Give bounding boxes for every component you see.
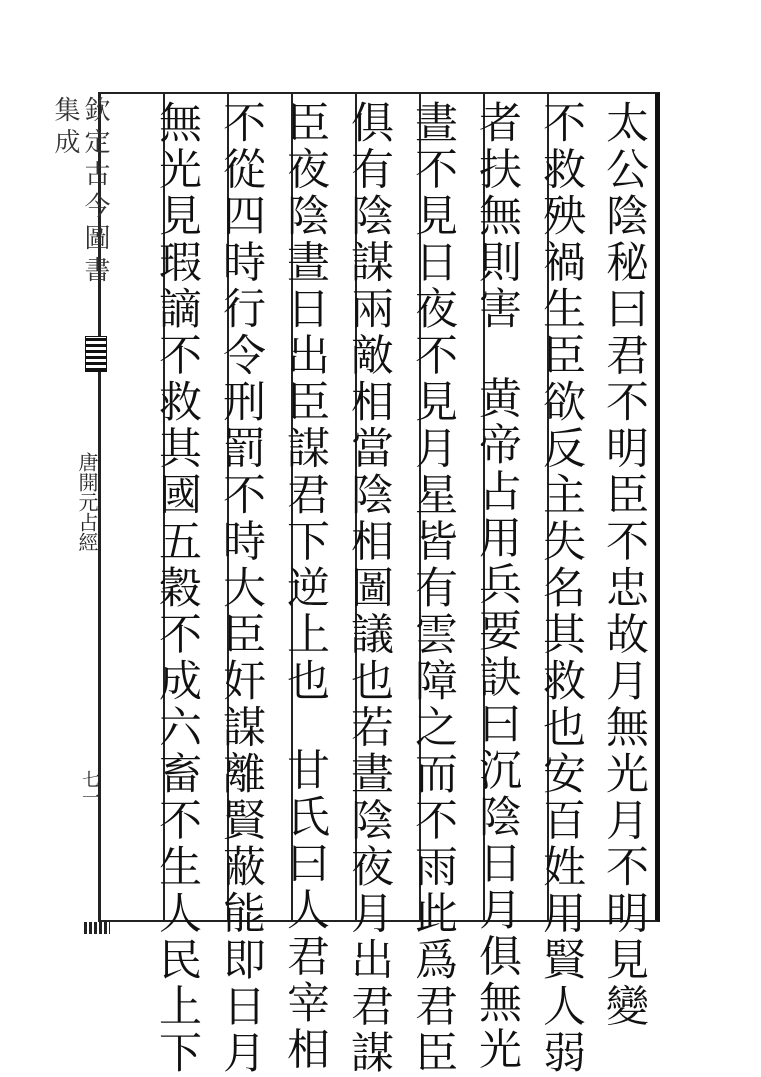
column-note: 甘氏曰人君宰相 xyxy=(280,747,330,1073)
text-column-1 xyxy=(595,100,653,1030)
column-text: 不救殃禍生臣欲反主失名其救也安百姓用賢人弱 xyxy=(536,100,586,1077)
text-column-4 xyxy=(404,100,462,1077)
column-text: 不從四時行令刑罰不時大臣奸謀離賢蔽能即日月 xyxy=(216,100,266,1077)
fish-tail-mark xyxy=(85,336,107,372)
column-text: 太公陰秘曰君不明臣不忠故月無光月不明見變 xyxy=(599,100,649,1030)
margin-header: 欽定古今圖書集成 xyxy=(50,96,110,288)
margin-page-number: 七一 xyxy=(79,770,100,806)
text-column-7 xyxy=(212,100,270,1077)
text-column-5 xyxy=(340,100,398,1077)
text-column-3 xyxy=(468,100,526,1073)
column-text: 無光見瑕謫不救其國五穀不成六畜不生人民上下 xyxy=(152,100,202,1077)
column-text: 俱有陰謀兩敵相當陰相圖議也若晝陰夜月出君謀 xyxy=(344,100,394,1077)
column-text: 者扶無則害 xyxy=(472,100,522,333)
margin-book-title: 唐開元占經 xyxy=(75,452,99,552)
text-column-6 xyxy=(276,100,334,1073)
text-column-8 xyxy=(148,100,206,1077)
column-text: 晝不見日夜不見月星皆有雲障之而不雨此爲君臣 xyxy=(408,100,458,1077)
column-text: 臣夜陰晝日出臣謀君下逆上也 xyxy=(280,100,330,705)
margin-foot-mark xyxy=(84,922,110,934)
text-column-2 xyxy=(532,100,590,1077)
column-note: 黄帝占用兵要訣曰沉陰日月俱無光 xyxy=(472,375,522,1073)
